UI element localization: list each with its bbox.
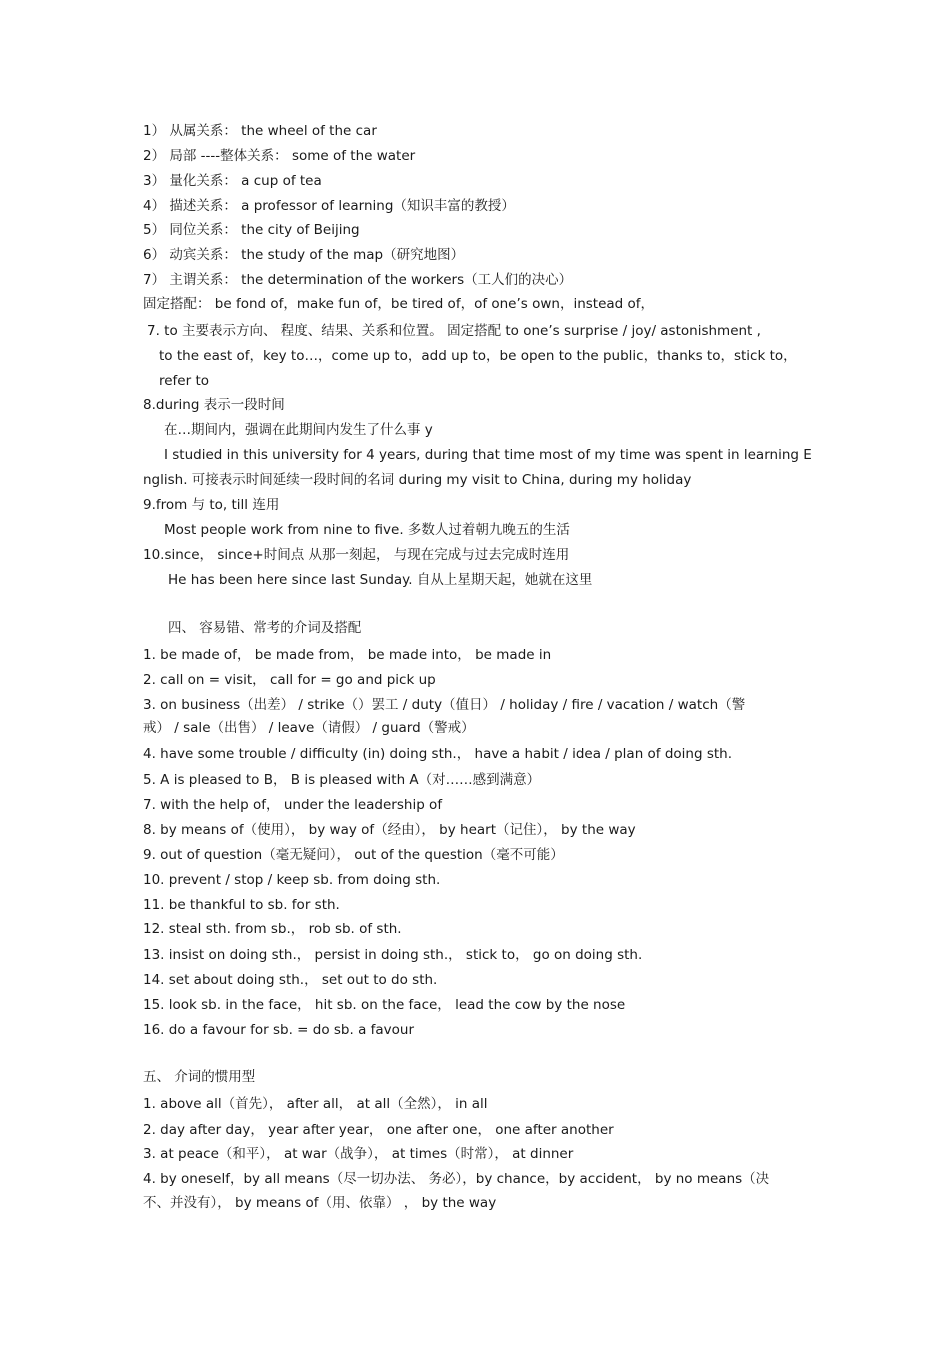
text-line: 9.from 与 to, till 连用 [143,497,280,513]
list-item: 不、并没有）， by means of（用、依靠） ， by the way [143,1195,497,1211]
list-item: 戒） / sale（出售） / leave（请假） / guard（警戒） [143,720,475,736]
text-line: 7） 主谓关系： the determination of the workers（工人们的决心） [143,272,573,288]
text-line: 2） 局部 ----整体关系： some of the water [143,148,416,164]
list-item: 14. set about doing sth.， set out to do sth. [143,972,438,988]
list-item: 13. insist on doing sth.， persist in doing sth.， stick to， go on doing sth. [143,947,643,963]
list-item: 9. out of question（毫无疑问）， out of the question（毫不可能） [143,847,564,863]
text-line: 1） 从属关系： the wheel of the car [143,123,377,139]
text-line: Most people work from nine to five. 多数人过着朝九晚五的生活 [164,522,570,538]
list-item: 3. on business（出差） / strike（）罢工 / duty（值日） / holiday / fire / vacation / watch（警 [143,697,746,713]
list-item: 11. be thankful to sb. for sth. [143,897,340,913]
text-line: 4） 描述关系： a professor of learning（知识丰富的教授） [143,198,515,214]
list-item: 4. have some trouble / difficulty (in) doing sth.， have a habit / idea / plan of doing sth. [143,746,733,762]
text-line: 10.since， since+时间点 从那一刻起， 与现在完成与过去完成时连用 [143,547,570,563]
text-line: to the east of，key to…，come up to，add up to，be open to the public，thanks to，stick to， [159,348,797,364]
text-line: 6） 动宾关系： the study of the map（研究地图） [143,247,465,263]
list-item: 2. day after day， year after year， one after one， one after another [143,1122,614,1138]
list-item: 5. A is pleased to B， B is pleased with A（对……感到满意） [143,772,541,788]
text-line: 3） 量化关系： a cup of tea [143,173,322,189]
text-line: 固定搭配： be fond of，make fun of，be tired of，of one’s own，instead of， [143,296,655,312]
list-item: 12. steal sth. from sb.， rob sb. of sth. [143,921,402,937]
text-line: I studied in this university for 4 years, during that time most of my time was spent in learning E [164,447,812,463]
list-item: 3. at peace（和平）， at war（战争）， at times（时常）， at dinner [143,1146,574,1162]
text-line: 在…期间内，强调在此期间内发生了什么事 y [164,422,433,438]
list-item: 1. above all（首先）， after all， at all（全然）， in all [143,1096,488,1112]
text-line: 5） 同位关系： the city of Beijing [143,222,360,238]
text-line: 8.during 表示一段时间 [143,397,285,413]
list-item: 10. prevent / stop / keep sb. from doing sth. [143,872,441,888]
list-item: 16. do a favour for sb. = do sb. a favour [143,1022,415,1038]
section-heading: 五、 介词的惯用型 [143,1069,256,1085]
section-heading: 四、 容易错、常考的介词及搭配 [168,620,362,636]
list-item: 7. with the help of， under the leadership of [143,797,443,813]
list-item: 2. call on = visit， call for = go and pick up [143,672,436,688]
list-item: 15. look sb. in the face， hit sb. on the face， lead the cow by the nose [143,997,626,1013]
text-line: He has been here since last Sunday. 自从上星期天起，她就在这里 [168,572,593,588]
list-item: 8. by means of（使用）， by way of（经由）， by heart（记住）， by the way [143,822,636,838]
text-line: 7. to 主要表示方向、 程度、结果、关系和位置。 固定搭配 to one’s surprise / joy/ astonishment , [147,323,761,339]
text-line: nglish. 可接表示时间延续一段时间的名词 during my visit to China, during my holiday [143,472,692,488]
text-line: refer to [159,373,210,389]
list-item: 1. be made of， be made from， be made into， be made in [143,647,552,663]
list-item: 4. by oneself，by all means（尽一切办法、 务必），by chance，by accident， by no means（决 [143,1171,770,1187]
